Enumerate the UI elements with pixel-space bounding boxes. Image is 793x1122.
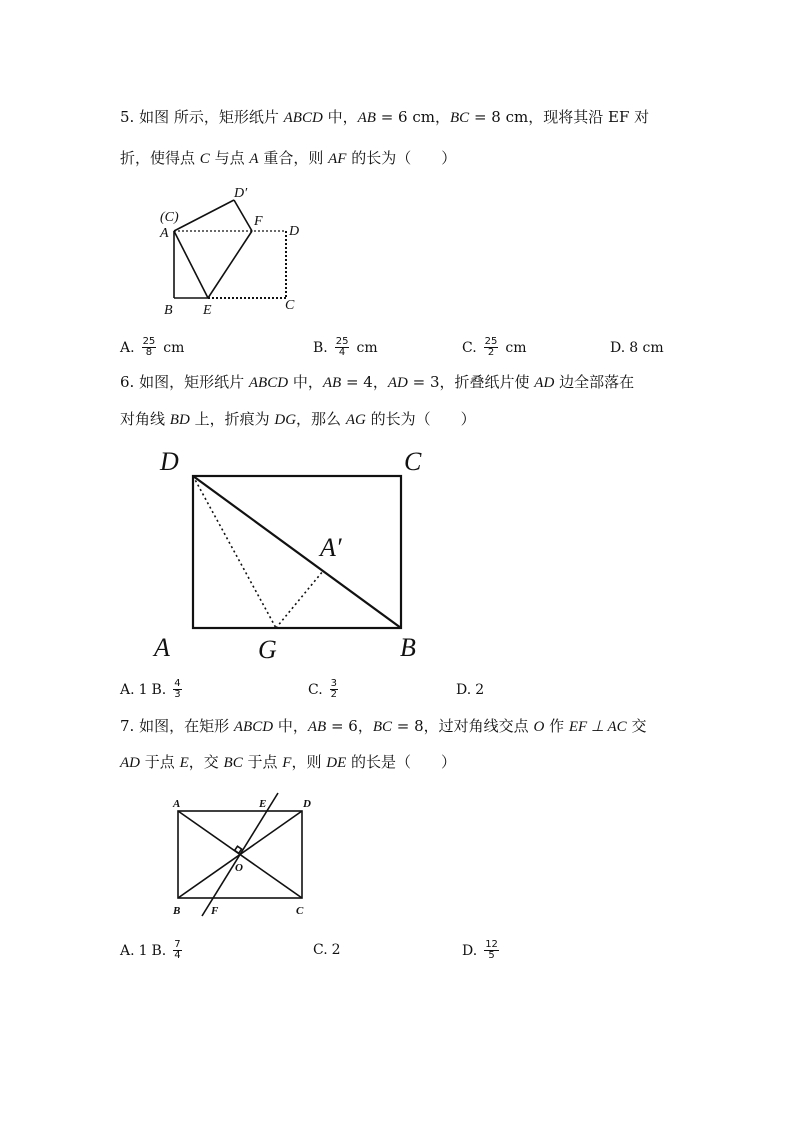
- q6-segment-ga: [276, 571, 323, 628]
- q7-label-c: C: [296, 905, 304, 917]
- fraction: $\frac{25}{2}$: [484, 336, 498, 358]
- q6-diagonal-db: [193, 476, 401, 628]
- fraction: $\frac{12}{5}$: [485, 939, 498, 961]
- q5-edge-ef: [208, 231, 252, 298]
- q6-option-c[interactable]: C. $\frac{3}{2}$: [308, 678, 338, 700]
- q6-option-a-b[interactable]: A. 1 B. $\frac{4}{3}$: [120, 678, 181, 700]
- q6-label-aprime: A′: [320, 533, 342, 562]
- q5-edge-dpf: [234, 200, 252, 231]
- q7-label-a: A: [173, 798, 181, 810]
- q6-label-g: G: [258, 635, 277, 664]
- q7-label-f: F: [211, 905, 219, 917]
- q5-option-c[interactable]: C. $\frac{25}{2}$ cm: [462, 336, 527, 358]
- q6-option-d[interactable]: D. 2: [456, 682, 485, 698]
- q5-label-d: D: [289, 224, 300, 239]
- q5-label-a: A: [160, 226, 169, 241]
- q7-option-c[interactable]: C. 2: [313, 942, 341, 958]
- q5-label-b: B: [164, 303, 173, 318]
- q7-line-1: 7. 如图，在矩形 ABCD 中，AB = 6，BC = 8，过对角线交点 O 作 EF ⊥ AC 交: [120, 717, 647, 735]
- q7-line-2: AD 于点 E，交 BC 于点 F，则 DE 的长是（ ）: [120, 753, 457, 771]
- q5-option-d[interactable]: D. 8 cm: [610, 340, 664, 356]
- q5-line-1: 5. 如图 所示，矩形纸片 ABCD 中，AB = 6 cm，BC = 8 cm，现将其沿 EF 对: [120, 108, 650, 126]
- q7-label-e: E: [259, 798, 267, 810]
- q7-label-o: O: [235, 862, 243, 874]
- q7-label-b: B: [173, 905, 181, 917]
- q6-label-d: D: [160, 447, 179, 476]
- q5-label-dprime: D′: [234, 186, 248, 201]
- q6-label-a: A: [154, 633, 170, 662]
- q7-label-d: D: [303, 798, 311, 810]
- q6-crease-dg: [193, 476, 276, 628]
- q5-label-c: C: [285, 298, 295, 313]
- q5-edge-adp: [174, 200, 234, 231]
- q6-line-1: 6. 如图，矩形纸片 ABCD 中，AB = 4，AD = 3，折叠纸片使 AD 边全部落在: [120, 373, 635, 391]
- fraction: $\frac{25}{8}$: [142, 336, 156, 358]
- fraction: $\frac{4}{3}$: [174, 678, 181, 700]
- q5-label-f: F: [254, 214, 263, 229]
- q7-figure: [160, 785, 320, 925]
- q6-label-b: B: [400, 633, 416, 662]
- fraction: $\frac{3}{2}$: [330, 678, 338, 700]
- q5-label-c-paren: (C): [160, 210, 179, 225]
- fraction: $\frac{25}{4}$: [335, 336, 349, 358]
- q6-figure: [150, 440, 440, 670]
- q5-option-b[interactable]: B. $\frac{25}{4}$ cm: [313, 336, 378, 358]
- q5-option-a[interactable]: A. $\frac{25}{8}$ cm: [120, 336, 185, 358]
- q6-label-c: C: [404, 447, 422, 476]
- q5-edge-ae: [174, 231, 208, 298]
- q5-line-2: 折，使得点 C 与点 A 重合，则 AF 的长为（ ）: [120, 149, 457, 167]
- fraction: $\frac{7}{4}$: [174, 939, 181, 961]
- q5-figure: [150, 180, 320, 320]
- q6-line-2: 对角线 BD 上，折痕为 DG，那么 AG 的长为（ ）: [120, 410, 476, 428]
- q7-option-d[interactable]: D. $\frac{12}{5}$: [462, 939, 498, 961]
- q5-label-e: E: [203, 303, 212, 318]
- q7-option-a-b[interactable]: A. 1 B. $\frac{7}{4}$: [120, 939, 181, 961]
